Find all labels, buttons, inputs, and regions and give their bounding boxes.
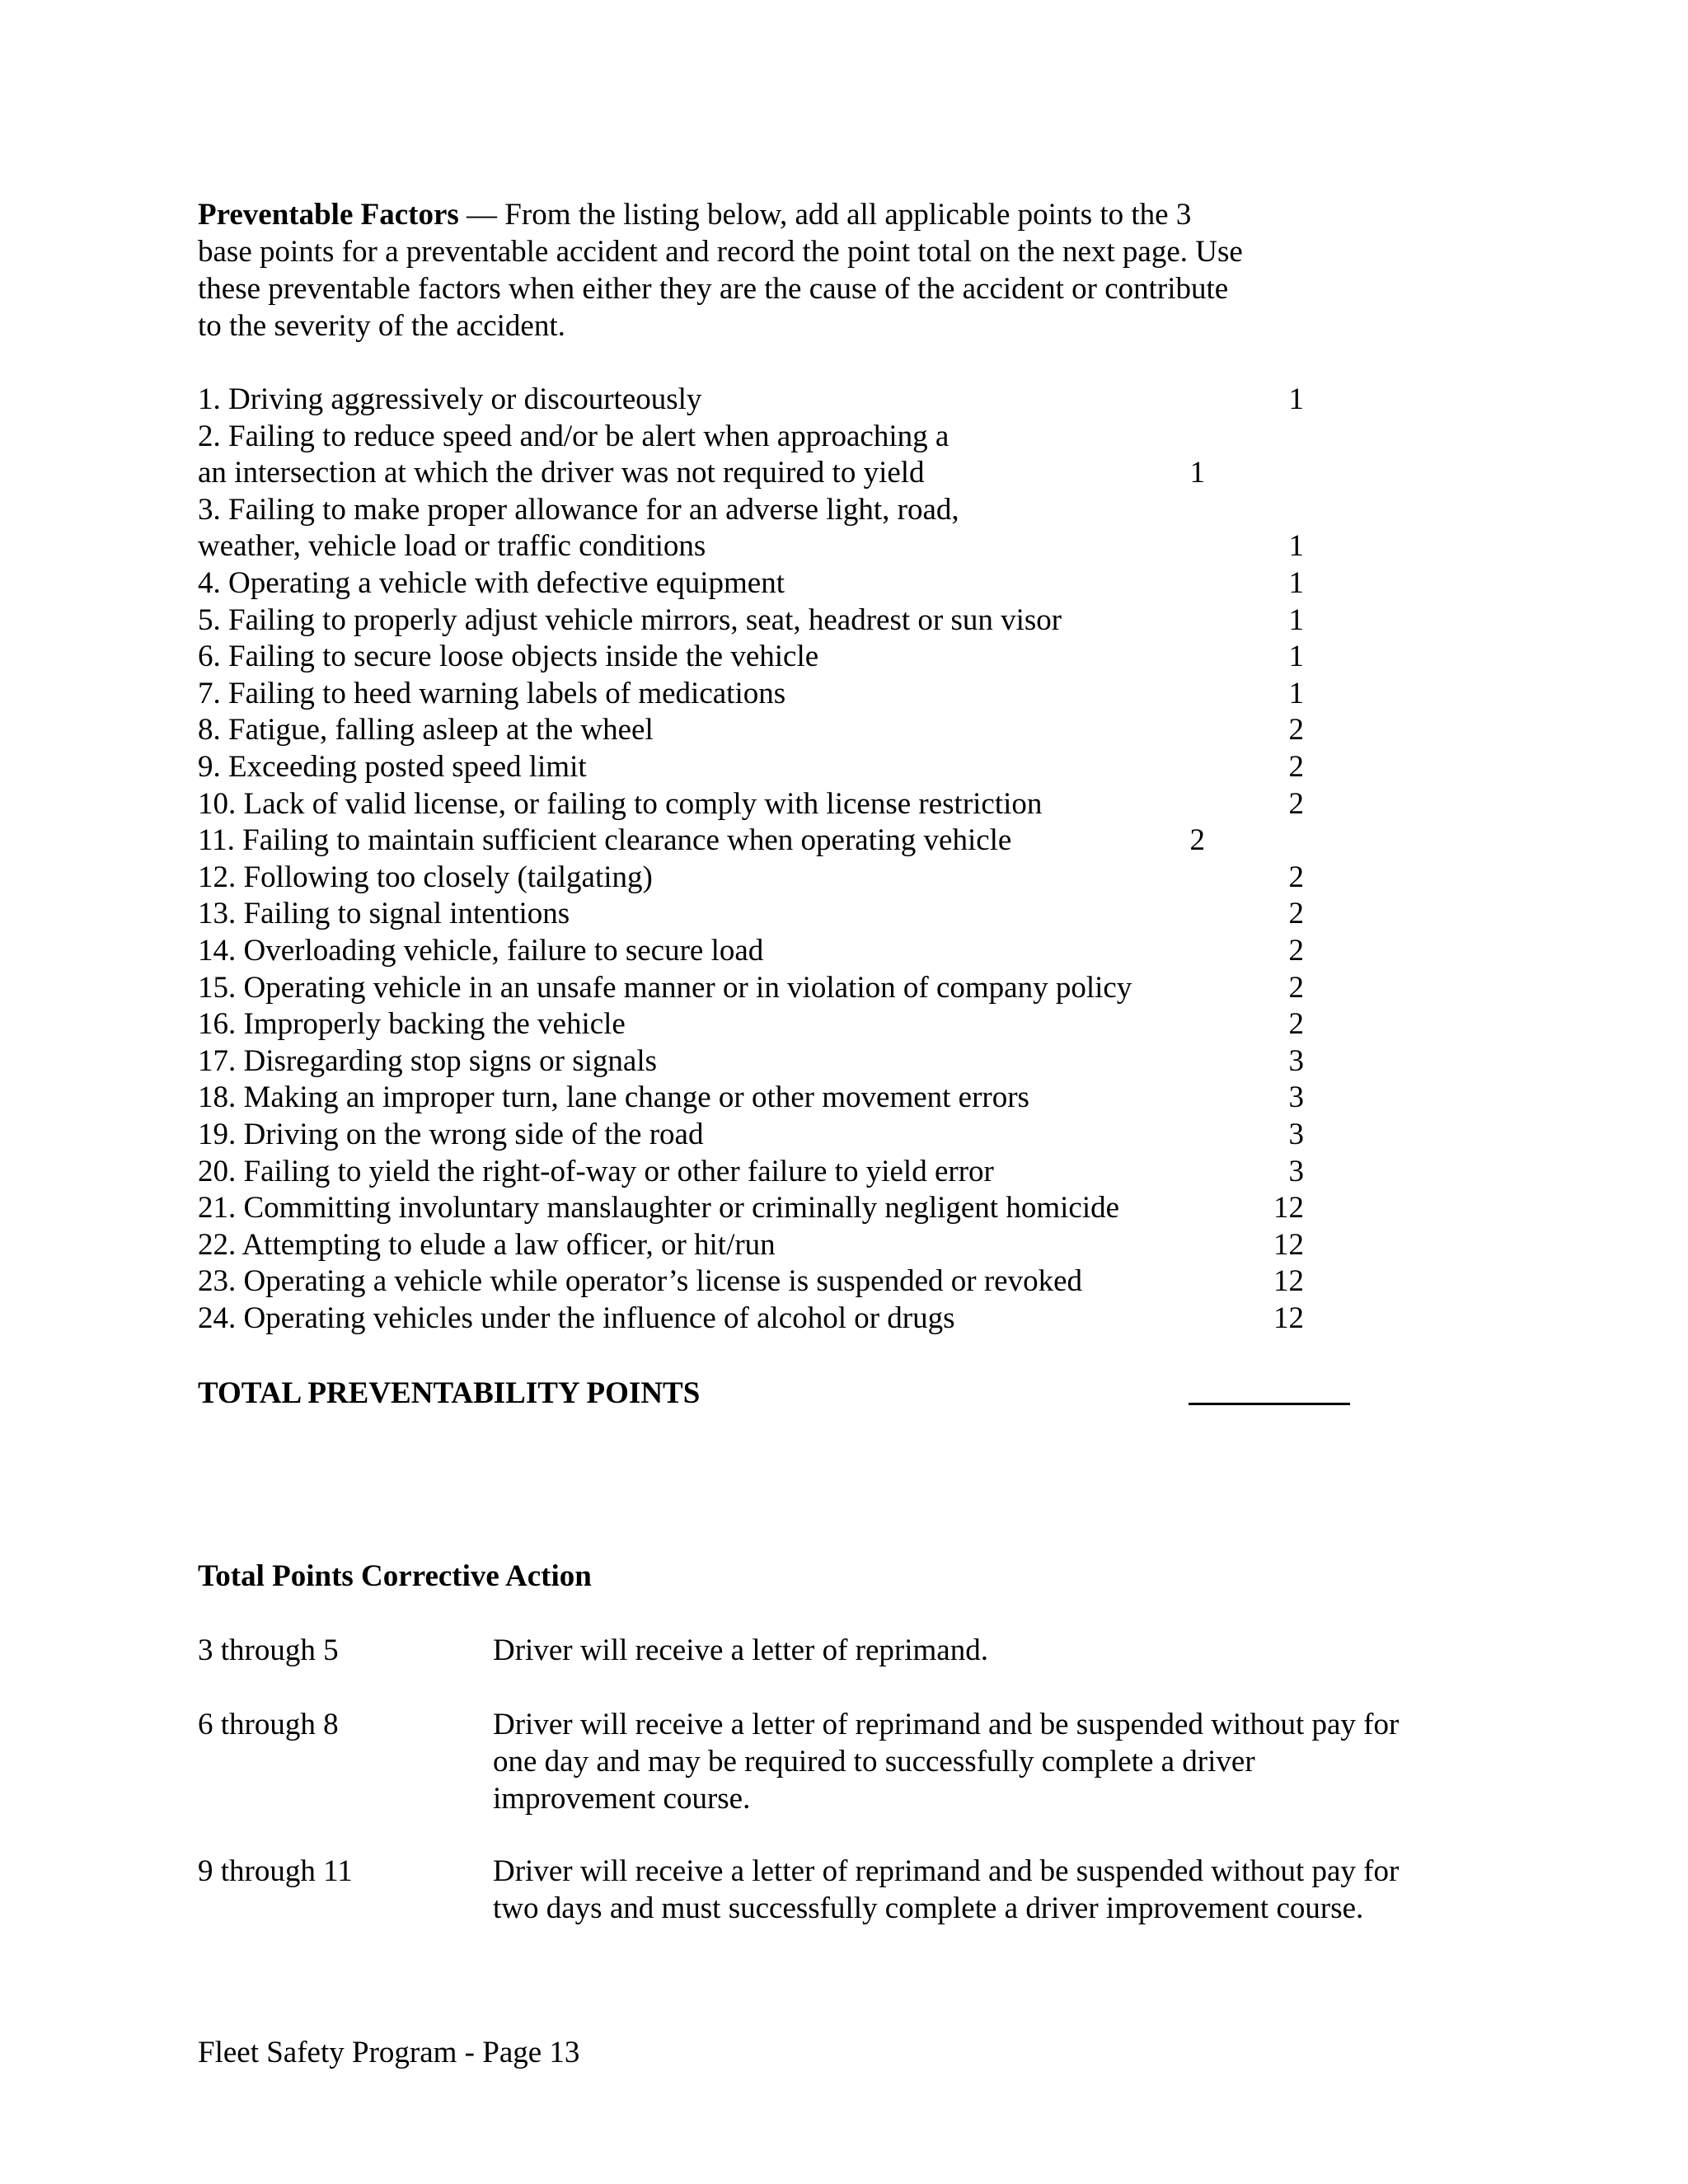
factor-text-line: 1. Driving aggressively or discourteously <box>198 382 702 416</box>
factor-points: 2 <box>1288 934 1304 968</box>
corrective-action-line: Driver will receive a letter of reprimand and be suspended without pay for <box>493 1708 1400 1741</box>
factor-points: 1 <box>1288 382 1304 416</box>
factor-text-line: 23. Operating a vehicle while operator’s license is suspended or revoked <box>198 1264 1082 1299</box>
factor-text-line: 24. Operating vehicles under the influence of alcohol or drugs <box>198 1301 955 1335</box>
factor-points: 3 <box>1288 1080 1304 1115</box>
corrective-range: 9 through 11 <box>198 1854 353 1888</box>
factor-text-line: 16. Improperly backing the vehicle <box>198 1007 626 1042</box>
factor-points: 2 <box>1288 786 1304 821</box>
factor-points: 3 <box>1288 1154 1304 1188</box>
factor-points: 3 <box>1288 1043 1304 1078</box>
factor-points: 3 <box>1288 1118 1304 1151</box>
corrective-action-line: two days and must successfully complete a driver improvement course. <box>493 1891 1364 1925</box>
factor-text-line: 7. Failing to heed warning labels of medications <box>198 676 786 710</box>
factor-points: 1 <box>1288 566 1304 600</box>
corrective-action-line: Driver will receive a letter of reprimand. <box>493 1633 988 1667</box>
factor-text-line: 3. Failing to make proper allowance for an adverse light, road, <box>198 492 959 527</box>
factor-points: 12 <box>1273 1191 1304 1226</box>
factor-text-line: 13. Failing to signal intentions <box>198 897 570 931</box>
factor-points: 2 <box>1288 860 1304 894</box>
factor-points: 2 <box>1288 750 1304 784</box>
factor-text-line: 20. Failing to yield the right-of-way or other failure to yield error <box>198 1154 994 1188</box>
factor-text-line: 11. Failing to maintain sufficient clearance when operating vehicle <box>198 823 1012 858</box>
factor-text-line: 2. Failing to reduce speed and/or be alert when approaching a <box>198 419 950 453</box>
factor-text-line: 18. Making an improper turn, lane change or other movement errors <box>198 1080 1029 1115</box>
factor-text-line: 8. Fatigue, falling asleep at the wheel <box>198 713 654 748</box>
factor-text-line: 4. Operating a vehicle with defective equipment <box>198 566 785 600</box>
factor-text-line: 19. Driving on the wrong side of the road <box>198 1118 704 1151</box>
factor-points: 2 <box>1189 823 1205 858</box>
corrective-range: 3 through 5 <box>198 1633 339 1667</box>
factor-text-line: 5. Failing to properly adjust vehicle mirrors, seat, headrest or sun visor <box>198 602 1062 637</box>
factor-points: 1 <box>1288 529 1304 564</box>
corrective-range: 6 through 8 <box>198 1708 339 1741</box>
factor-points: 2 <box>1288 970 1304 1005</box>
factor-points: 1 <box>1288 602 1304 637</box>
factor-text-line: 6. Failing to secure loose objects inside the vehicle <box>198 640 819 674</box>
factor-points: 2 <box>1288 713 1304 748</box>
factor-points: 12 <box>1273 1227 1304 1262</box>
factor-points: 1 <box>1288 676 1304 710</box>
factor-text-line: 14. Overloading vehicle, failure to secure load <box>198 934 764 968</box>
total-label: TOTAL PREVENTABILITY POINTS <box>198 1376 701 1410</box>
corrective-action-line: one day and may be required to successfully complete a driver <box>493 1745 1255 1779</box>
intro-heading: Preventable Factors <box>198 198 459 232</box>
total-blank-line <box>1189 1403 1350 1405</box>
factor-points: 2 <box>1288 897 1304 931</box>
factor-text-line: 10. Lack of valid license, or failing to comply with license restriction <box>198 786 1043 821</box>
factor-text-line: weather, vehicle load or traffic conditions <box>198 529 706 564</box>
corrective-action-line: improvement course. <box>493 1782 751 1816</box>
corrective-action-line: Driver will receive a letter of reprimand and be suspended without pay for <box>493 1854 1400 1888</box>
intro-paragraph <box>198 196 1253 344</box>
factor-points: 12 <box>1273 1301 1304 1335</box>
page-footer: Fleet Safety Program - Page 13 <box>198 2036 580 2069</box>
intro-text: — From the listing below, add all applicable points to the 3 base points for a preventable accident and record the point total on the next page. Use these preventable factors when either they are the cause of the accident or contribute to the severity of the accident. <box>198 198 1243 343</box>
factor-text-line: 9. Exceeding posted speed limit <box>198 750 587 784</box>
factor-points: 1 <box>1189 456 1205 490</box>
factor-points: 1 <box>1288 640 1304 674</box>
factor-text-line: 12. Following too closely (tailgating) <box>198 860 653 894</box>
factor-points: 12 <box>1273 1264 1304 1299</box>
factor-text-line: 17. Disregarding stop signs or signals <box>198 1043 658 1078</box>
factor-text-line: an intersection at which the driver was not required to yield <box>198 456 925 490</box>
factor-points: 2 <box>1288 1007 1304 1042</box>
corrective-heading: Total Points Corrective Action <box>198 1559 592 1593</box>
factor-text-line: 21. Committing involuntary manslaughter or criminally negligent homicide <box>198 1191 1120 1226</box>
factor-text-line: 22. Attempting to elude a law officer, or hit/run <box>198 1227 776 1262</box>
factor-text-line: 15. Operating vehicle in an unsafe manner or in violation of company policy <box>198 970 1132 1005</box>
